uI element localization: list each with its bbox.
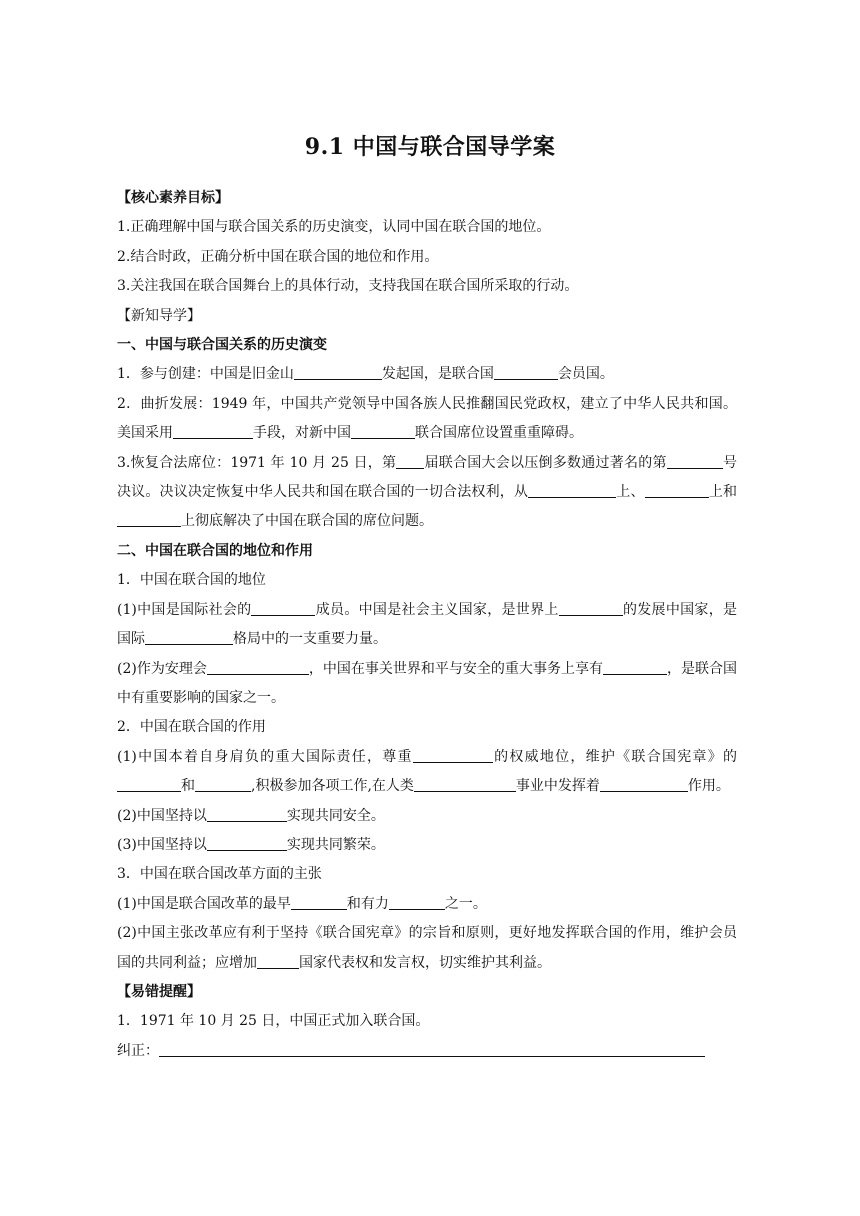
paragraph-2-3-2: (2)中国主张改革应有利于坚持《联合国宪章》的宗旨和原则，更好地发挥联合国的作用，维护会员国的共同利益；应增加 国家代表权和发言权，切实维护其利益。 [117, 925, 737, 971]
goal-item: 1.正确理解中国与联合国关系的历史演变，认同中国在联合国的地位。 [117, 219, 551, 236]
fill-blank[interactable] [389, 894, 445, 910]
guide-heading: 【新知导学】 [117, 307, 201, 324]
subsection-title: 3．中国在联合国改革方面的主张 [117, 866, 322, 883]
paragraph-2-1-1: (1)中国是国际社会的 成员。中国是社会主义国家，是世界上 的发展中国家，是国际 格局中的一支重要力量。 [117, 601, 738, 648]
fill-blank[interactable] [603, 659, 667, 675]
paragraph-1-3: 3.恢复合法席位：1971 年 10 月 25 日，第 届联合国大会以压倒多数通过著名的第 号决议。决议决定恢复中华人民共和国在联合国的一切合法权利，从 上、 上和上彻底解决了中国在联合国的席位问题。 [117, 454, 738, 530]
content [117, 184, 737, 1066]
fill-blank[interactable] [207, 806, 287, 822]
fill-blank[interactable] [145, 629, 233, 645]
paragraph-2-2-3: (3)中国坚持以 实现共同繁荣。 [117, 836, 385, 853]
fill-blank[interactable] [351, 423, 415, 439]
fill-blank[interactable] [528, 482, 616, 498]
goal-item: 3.关注我国在联合国舞台上的具体行动，支持我国在联合国所采取的行动。 [117, 278, 579, 295]
subsection-title: 2．中国在联合国的作用 [117, 719, 266, 736]
correction-line [117, 1037, 737, 1066]
section-1-title: 一、中国与联合国关系的历史演变 [117, 337, 327, 354]
fill-blank[interactable] [414, 776, 516, 792]
paragraph-1-1: 1．参与创建：中国是旧金山 发起国，是联合国 会员国。 [117, 366, 614, 383]
fill-blank[interactable] [117, 776, 181, 792]
paragraph-2-3-1: (1)中国是联合国改革的最早 和有力 之一。 [117, 895, 487, 912]
fill-blank[interactable] [291, 894, 347, 910]
fill-blank[interactable] [117, 511, 181, 527]
fill-blank[interactable] [251, 600, 315, 616]
fill-blank[interactable] [173, 423, 253, 439]
fill-blank[interactable] [207, 659, 309, 675]
fill-blank[interactable] [207, 835, 287, 851]
fill-blank[interactable] [294, 364, 382, 380]
paragraph-1-2: 2．曲折发展：1949 年，中国共产党领导中国各族人民推翻国民党政权，建立了中华人民共和国。美国采用 手段，对新中国 联合国席位设置重重障碍。 [117, 395, 737, 442]
fill-blank[interactable] [257, 953, 299, 969]
paragraph-2-2-1: (1)中国本着自身肩负的重大国际责任，尊重 的权威地位，维护《联合国宪章》的和 ,积极参加各项工作,在人类 事业中发挥着 作用。 [117, 748, 737, 795]
paragraph-2-1-2: (2)作为安理会 ，中国在事关世界和平与安全的重大事务上享有 ，是联合国中有重要影响的国家之一。 [117, 660, 737, 706]
paragraph-2-2-2: (2)中国坚持以 实现共同安全。 [117, 807, 385, 824]
mistake-item: 1．1971 年 10 月 25 日，中国正式加入联合国。 [117, 1013, 430, 1030]
fill-blank[interactable] [413, 747, 493, 763]
fill-blank[interactable] [494, 364, 558, 380]
fill-blank[interactable] [195, 776, 251, 792]
fill-blank[interactable] [396, 453, 424, 469]
correction-answer-blank[interactable] [159, 1041, 705, 1057]
mistakes-heading: 【易错提醒】 [117, 983, 201, 1000]
correction-label: 纠正： [117, 1042, 159, 1059]
fill-blank[interactable] [559, 600, 623, 616]
page-title: 9.1 中国与联合国导学案 [304, 134, 556, 160]
fill-blank[interactable] [600, 776, 688, 792]
fill-blank[interactable] [645, 482, 709, 498]
fill-blank[interactable] [667, 453, 723, 469]
goals-heading: 【核心素养目标】 [117, 190, 229, 206]
goal-item: 2.结合时政，正确分析中国在联合国的地位和作用。 [117, 248, 439, 265]
section-2-title: 二、中国在联合国的地位和作用 [117, 542, 313, 559]
subsection-title: 1．中国在联合国的地位 [117, 572, 266, 589]
